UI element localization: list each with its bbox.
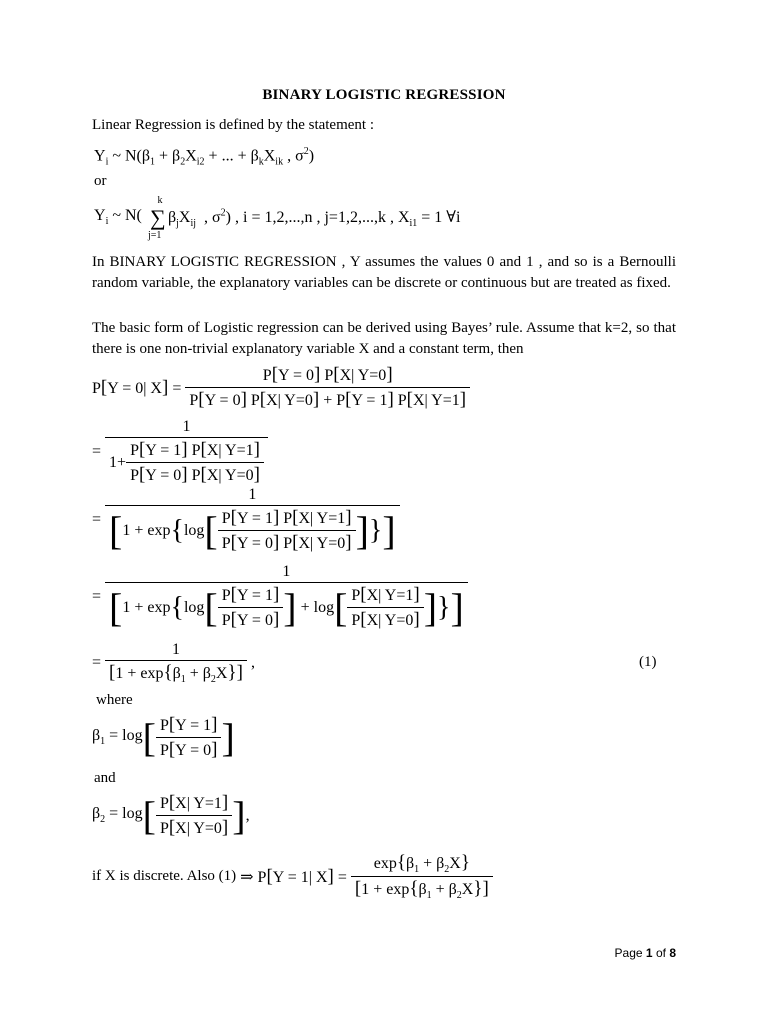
document-title: BINARY LOGISTIC REGRESSION xyxy=(262,87,506,103)
page-total: 8 xyxy=(669,946,676,960)
logistic-probability-line: if X is discrete. Also (1) ⇒ P[Y = 1| X] = $\frac{\exp\{\beta_1 + \beta_2X\}}{[1 + \exp\{\beta_1 + \beta_2X\}]}$ xyxy=(92,852,493,901)
bayes-equation-4: = 1 [ 1 + exp { log [ $\frac{P[Y = 1]}{P[Y = 0]}$ ] + log [ $\frac{P[X| Y=1]}{P[X| Y=0]}$ ] } ] xyxy=(92,563,468,631)
bayes-equation-1: P[Y = 0| X] = $\frac{P[Y = 0] P[X| Y=0]}{P[Y = 0] P[X| Y=0] + P[Y = 1] P[X| Y=1]}$ xyxy=(92,364,470,411)
linear-regression-equation-1: $Y_i$ ~ $N(\beta_1 + \beta_2X_{i2}$ + ... + $\beta_kX_{ik}$ , $\sigma^2$) xyxy=(94,146,315,168)
bernoulli-paragraph: In BINARY LOGISTIC REGRESSION , Y assumes the values 0 and 1 , and so is a Bernoulli random variable, the explanatory variables can be discrete or continuous but are treated as fixed. xyxy=(92,254,676,291)
equation-number: (1) xyxy=(639,654,657,670)
page-number: 1 xyxy=(645,946,653,960)
beta2-definition: $\beta_2 = \log$ [ $\frac{P[X| Y=1]}{P[X| Y=0]}$ ] , xyxy=(92,792,250,838)
of-label: of xyxy=(655,946,666,960)
or-text: or xyxy=(94,173,107,189)
bayes-paragraph: The basic form of Logistic regression can be derived using Bayes’ rule. Assume that k=2, so that there is one non-trivial explanatory variable X and a constant term, then xyxy=(92,320,676,357)
bayes-equation-3: = 1 [ 1 + exp { log [ $\frac{P[Y = 1] P[X| Y=1]}{P[Y = 0] P[X| Y=0]}$ ] } ] xyxy=(92,486,400,554)
discrete-text: if X is discrete. Also (1) xyxy=(92,868,237,885)
and-text: and xyxy=(94,770,116,786)
bayes-equation-2: = 1 1+ $\frac{P[Y = 1] P[X| Y=1]}{P[Y = 0] P[X| Y=0]}$ xyxy=(92,418,268,486)
page-label: Page xyxy=(614,946,643,960)
page-footer xyxy=(615,946,676,960)
beta1-definition: $\beta_1 = \log$ [ $\frac{P[Y = 1]}{P[Y = 0]}$ ] xyxy=(92,714,235,760)
where-text: where xyxy=(96,692,133,708)
intro-text: Linear Regression is defined by the statement : xyxy=(92,117,375,133)
document-page: BINARY LOGISTIC REGRESSION Linear Regression is defined by the statement : $Y_i$ ~ $N(\beta_1 + \beta_2X_{i2}$ + ... + $\beta_kX_{ik}$ , $\sigma^2$) or $Y_i$ ~ N( k ∑ j=1 $\beta_jX_{ij}$ , $\sigma^2$) , i = 1,2,...,n , j=1,2,...,k , $X_{i1} = 1$ ∀i In BINARY LOGISTIC REGRESSION , Y assumes the values 0 and 1 , and so is a Bernoulli random variable, the explanatory variables can be discrete or continuous but are treated as fixed. The basic form of Logistic regression can be derived using Bayes’ rule. Assume that k=2, so that there is one non-trivial explanatory variable X and a constant term, then P[Y = 0| X] = $\frac{P[Y = 0] P[X| Y=0]}{P[Y = 0] P[X| Y=0] + P[Y = 1] P[X| Y=1]}$ = 1 1+ $\frac{P[Y = 1] P[X| Y=1]}{P[Y = 0] P[X| Y=0]}$ = 1 [ 1 + exp { log [ $\frac{P[Y = 1] P[X| Y=1]}{P[Y = 0] P[X| Y=0]}$ ] } ] = 1 [ 1 + exp { log [ $\frac{P[Y = 1]}{P[Y = 0]}$ ] + log [ $\frac{P[X| Y=1]}{P[X| Y=0]}$ ] } ] = $\frac{1}{[1 + \exp\{\beta_1 + \beta_2X\}]}$ , (1) where $\beta_1 = \log$ [ $\frac{P[Y = 1]}{P[Y = 0]}$ ] and $\beta_2 = \log$ [ $\frac{P[X| Y=1]}{P[X| Y=0]}$ ] , if X is discrete. Also (1) ⇒ P[Y = 1| X] = $\frac{\exp\{\beta_1 + \beta_2X\}}{[1 + \exp\{\beta_1 + \beta_2X\}]}$ Page 1 of 8 xyxy=(0,0,768,1024)
logistic-equation-1: = $\frac{1}{[1 + \exp\{\beta_1 + \beta_2X\}]}$ , xyxy=(92,641,255,686)
